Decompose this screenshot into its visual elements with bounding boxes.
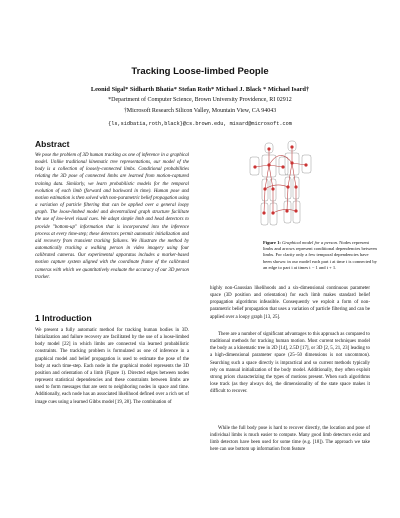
figure-caption-rest: Nodes represent limbs and arrows represent conditional dependencies between limbs. For clarity only a few temporal dependencies have been shown: in our model each part i at time t is connected by an edge to part i at times t − 1 and t + 1. (263, 240, 377, 270)
paper-title: Tracking Loose-limbed People (131, 66, 269, 77)
graphical-model-figure (210, 137, 370, 237)
right-col-paragraph-1: highly non-Gaussian likelihoods and a six-dimensional continuous parameter space (3D position and orientation) for each limb makes standard belief propagation algorithms infeasible. Consequently we exploit a form of non-parametric belief propagation that uses a variation of particle filtering and can be applied over a loopy graph [13, 25]. (210, 286, 370, 320)
figure-caption (263, 240, 378, 271)
affiliation-microsoft: †Microsoft Research Silicon Valley, Mountain View, CA 94043 (123, 108, 277, 114)
abstract-heading: Abstract (35, 139, 70, 149)
figure-label: Figure 1: (263, 240, 281, 245)
figure-caption-italic: Graphical model for a person. (282, 240, 339, 245)
right-col-paragraph-3: While the full body pose is hard to recover directly, the location and pose of individual limbs is much easier to compute. Many good limb detectors exist and limb detectors have been used for some time (e.g. [18]). The approach we take here can use bottom up information from feature (210, 426, 370, 453)
abstract-text: We pose the problem of 3D human tracking as one of inference in a graphical model. Unlike traditional kinematic tree representations, our model of the body is a collection of loosely-connected limbs. Conditional probabilities relating the 3D pose of connected limbs are learned from motion-captured training data. Similarly, we learn probabilistic models for the temporal evolution of each limb (forward and backward in time). Human pose and motion estimation is then solved with non-parametric belief propagation using a variation of particle filtering that can be applied over a general loopy graph. The loose-limbed model and decentralized graph structure facilitate the use of low-level visual cues. We adopt simple limb and head detectors to provide "bottom-up" information that is incorporated into the inference process at every time-step; these detectors permit automatic initialization and aid recovery from transient tracking failures. We illustrate the method by automatically tracking a walking person in video imagery using four calibrated cameras. Our experimental apparatus includes a marker-based motion capture system aligned with the coordinate frame of the calibrated cameras with which we quantitatively evaluate the accuracy of our 3D person tracker. (35, 153, 189, 280)
author-emails: {ls,sidbatia,roth,black}@cs.brown.edu, misard@microsoft.com (108, 121, 292, 127)
author-list: Leonid Sigal* Sidharth Bhatia* Stefan Roth* Michael J. Black * Michael Isard† (90, 86, 310, 93)
intro-text: We present a fully automatic method for tracking human bodies in 3D. Initialization and failure recovery are facilitated by the use of a loose-limbed body model [22] in which limbs are connected via learned probabilistic constraints. The tracking problem is formulated as one of inference in a graphical model and belief propagation is used to estimate the pose of the body at each time-step. Each node in the graphical model represents the 3D position and orientation of a limb (Figure 1). Directed edges between nodes represent statistical dependencies and these constraints between limbs are used to form messages that are sent to neighboring nodes in space and time. Additionally, each node has an associated likelihood defined over a rich set of image cues using a learned Gibbs model [19, 28]. The combination of (35, 328, 189, 405)
affiliation-brown: *Department of Computer Science, Brown University Providence, RI 02912 (108, 97, 292, 103)
intro-heading: 1 Introduction (35, 313, 92, 323)
right-col-paragraph-2: There are a number of significant advantages to this approach as compared to traditional methods for tracking human motion. Most current techniques model the body as a kinematic tree in 2D [14], 2.5D [17], or 3D [2, 5, 21, 23] leading to a high-dimensional parameter space (25–50 dimensions is not uncommon). Searching such a space directly is impractical and so current methods typically rely on manual initialization of the body model. Additionally, they often exploit strong priors characterizing the types of motions present. When such algorithms lose track (as they always do), the dimensionality of the state space makes it difficult to recover. (210, 332, 370, 395)
